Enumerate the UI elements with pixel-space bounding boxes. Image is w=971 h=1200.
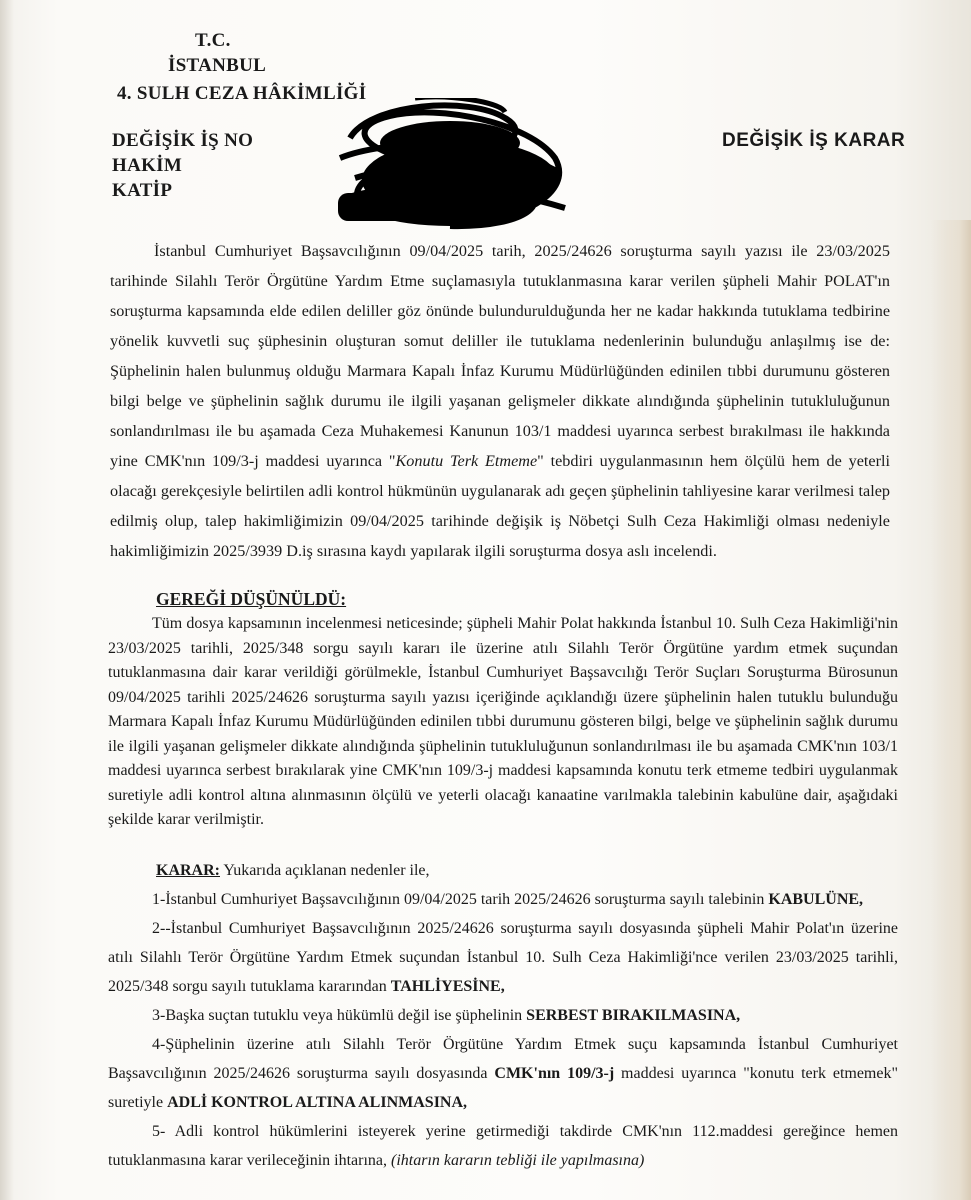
quoted-measure: Konutu Terk Etmeme <box>395 452 538 470</box>
intro-paragraph: İstanbul Cumhuriyet Başsavcılığının 09/04/2025 tarih, 2025/24626 soruşturma sayılı yazısı ile 23/03/2025 tarihinde Silahlı Terör Örgütüne Yardım Etme suçlamasıyla tutuklanmasına karar verilen şüpheli Mahir POLAT'ın soruşturma kapsamında elde edilen deliller göz önünde bulundurulduğunda her ne kadar hakkında tutuklama tedbirine yönelik kuvvetli suç şüphesinin oluşturan somut deliller ile tutuklama nedenlerinin bulunduğu anlaşılmış ise de: Şüphelinin halen bulunmuş olduğu Marmara Kapalı İnfaz Kurumu Müdürlüğünden edinilen tıbbi durumunu gösteren bilgi belge ve şüphelinin sağlık durumu ile ilgili yaşanan gelişmeler dikkate alındığında şüphelinin tutukluluğunun sonlandırılması ile bu aşamada Ceza Muhakemesi Kanunun 103/1 maddesi uyarınca serbest bırakılması ile hakkında yine CMK'nın 109/3-j maddesi uyarınca "Konutu Terk Etmeme" tebdiri uygulanmasının hem ölçülü hem de yeterli olacağı gerekçesiyle belirtilen adli kontrol hükmünün uygulanarak adı geçen şüphelinin tahliyesine karar verilmesi talep edilmiş olup, talep hakimliğimizin 09/04/2025 tarihinde değişik iş Nöbetçi Sulh Ceza Hakimliği olması nedeniyle hakimliğimizin 2025/3939 D.iş sırasına kaydı yapılarak ilgili soruşturma dosya aslı incelendi. <box>110 242 890 560</box>
geregi-paragraph: Tüm dosya kapsamının incelenmesi neticesinde; şüpheli Mahir Polat hakkında İstanbul 10. Sulh Ceza Hakimliği'nin 23/03/2025 tarihli, 2025/348 sorgu sayılı kararı ile üzerine atılı Silahlı Terör Örgütüne yardım etmek suçundan tutuklanmasına dair karar verildiği görülmekle, İstanbul Cumhuriyet Başsavcılığı Terör Suçları Soruşturma Bürosunun 09/04/2025 tarihli 2025/24626 soruşturma sayılı yazısı içeriğinde açıklandığı üzere şüphelinin halen tutuklu bulunduğu Marmara Kapalı İnfaz Kurumu Müdürlüğünden edinilen tıbbi durumunu gösteren bilgi, belge ve şüphelinin sağlık durumu ile ilgili yaşanan gelişmeler dikkate alındığında şüphelinin tutukluluğunun sonlandırılması ile bu aşamada CMK'nın 103/1 maddesi uyarınca serbest bırakılarak yine CMK'nın 109/3-j maddesi kapsamında konutu terk etmeme tedbiri uygulanmak suretiyle adli kontrol altına alınmasının ölçülü ve yeterli olacağı kanaatine varılmakla talebinin kabulüne dair, aşağıdaki şekilde karar verilmiştir. <box>108 615 898 828</box>
karar-item-5: 5- Adli kontrol hükümlerini isteyerek yerine getirmediği takdirde CMK'nın 112.maddesi gereğince hemen tutuklanmasına karar verileceğinin ihtarına, (ihtarın kararın tebliği ile yapılmasına) <box>108 1123 898 1169</box>
karar-heading: KARAR: Yukarıda açıklanan nedenler ile, <box>156 862 430 879</box>
field-degisik-is-no: DEĞİŞİK İŞ NO <box>112 130 254 151</box>
header-court: 4. SULH CEZA HÂKİMLİĞİ <box>117 83 367 104</box>
field-katip: KATİP <box>112 180 173 201</box>
karar-item-4: 4-Şüphelinin üzerine atılı Silahlı Terör Örgütüne Yardım Etmek suçu kapsamında İstanbul Cumhuriyet Başsavcılığının 2025/24626 soruşturma sayılı dosyasında CMK'nın 109/3-j maddesi uyarınca "konutu terk etmemek" suretiyle ADLİ KONTROL ALTINA ALINMASINA, <box>108 1036 899 1111</box>
geregi-section <box>108 612 898 833</box>
document-type: DEĞİŞİK İŞ KARAR <box>722 130 906 151</box>
page-fold-shadow <box>0 0 14 1200</box>
karar-section <box>108 856 898 1175</box>
redaction-scribble <box>330 98 570 233</box>
header-tc: T.C. <box>195 30 231 51</box>
karar-item-1: 1-İstanbul Cumhuriyet Başsavcılığının 09/04/2025 tarih 2025/24626 soruşturma sayılı talebinin KABULÜNE, <box>152 891 864 908</box>
karar-item-3: 3-Başka suçtan tutuklu veya hükümlü değil ise şüphelinin SERBEST BIRAKILMASINA, <box>152 1007 741 1024</box>
geregi-title: GEREĞİ DÜŞÜNÜLDÜ: <box>156 589 347 609</box>
karar-item-2: 2--İstanbul Cumhuriyet Başsavcılığının 2025/24626 soruşturma sayılı dosyasında şüpheli Mahir Polat'ın üzerine atılı Silahlı Terör Örgütüne Yardım Etmek suçundan İstanbul 10. Sulh Ceza Hakimliği'nce verilen 23/03/2025 tarihli, 2025/348 sorgu sayılı tutuklama kararından TAHLİYESİNE, <box>108 920 898 995</box>
header-city: İSTANBUL <box>168 55 267 76</box>
field-hakim: HAKİM <box>112 155 183 176</box>
page-edge-shadow <box>931 220 971 1200</box>
intro-section <box>110 236 890 566</box>
